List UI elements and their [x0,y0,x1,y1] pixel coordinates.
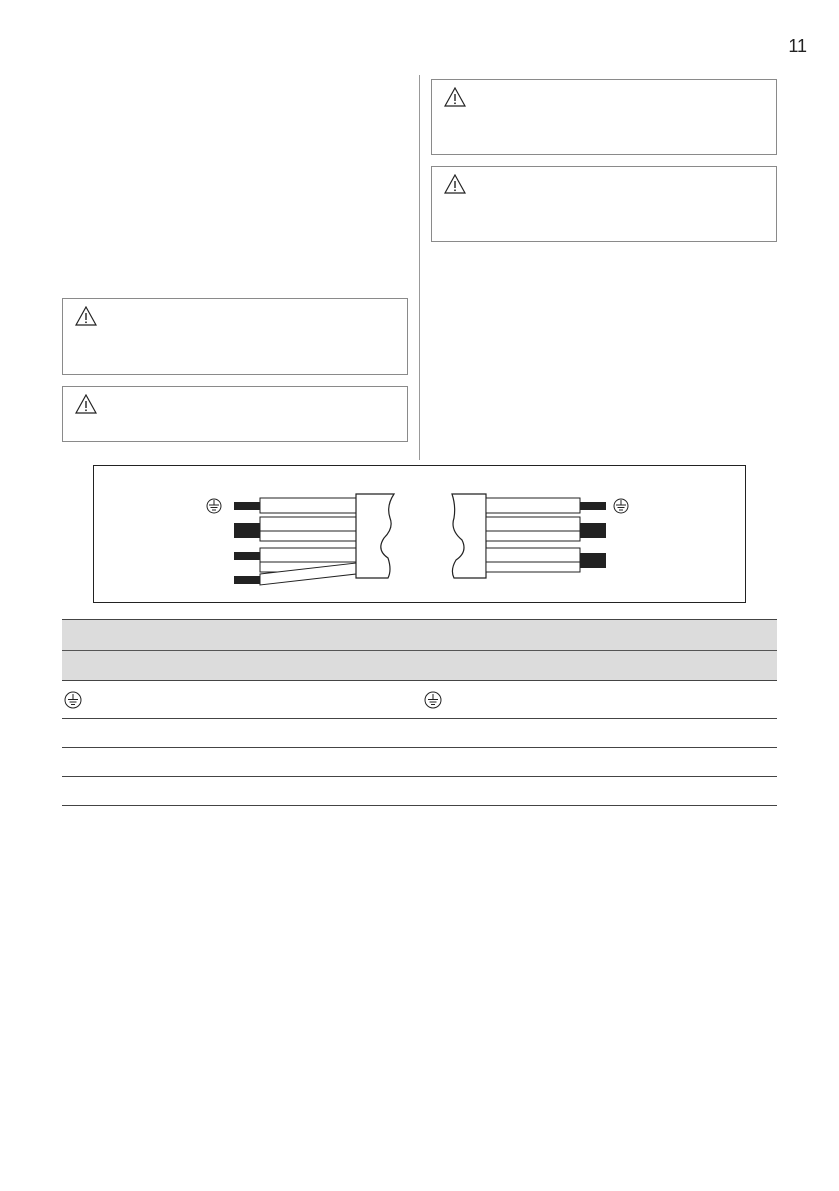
wire-insulation [260,548,356,562]
warning-triangle-icon [444,174,466,194]
wire-end [580,553,606,568]
wire-end [234,552,260,560]
table-header-cell [62,651,420,680]
warning-box-right-1 [431,79,777,155]
connection-table [62,619,777,806]
page-number: 11 [788,36,807,56]
table-cell [62,681,420,718]
cable-sheath [452,494,486,578]
ground-icon [424,691,442,709]
wire-insulation [486,548,580,562]
wire-insulation [486,517,580,531]
wire-end [234,523,260,538]
table-header-cell [420,651,778,680]
table-header-row [62,619,777,650]
wire-end [580,523,606,538]
left-wires [234,498,356,585]
warning-box-right-2 [431,166,777,242]
wire-insulation [486,498,580,513]
wiring-diagram [93,465,746,603]
warning-box-left-2 [62,386,408,442]
table-cell [420,719,778,747]
column-divider [419,75,420,460]
table-header-cell [420,620,778,650]
wire-insulation [486,531,580,541]
table-row [62,748,777,777]
ground-icon [64,691,82,709]
wiring-diagram-svg [94,466,747,604]
table-row [62,681,777,719]
warning-triangle-icon [75,394,97,414]
table-header-row [62,650,777,681]
wire-insulation [260,498,356,513]
wire-insulation [260,531,356,541]
wire-end [234,502,260,510]
table-cell [420,748,778,776]
wire-insulation [260,517,356,531]
warning-triangle-icon [444,87,466,107]
right-wires [486,498,606,572]
table-row [62,777,777,806]
wire-end [580,502,606,510]
table-cell [62,777,420,805]
warning-box-left-1 [62,298,408,375]
table-cell [420,681,778,718]
wire-insulation [486,562,580,572]
ground-icon [207,499,221,513]
warning-triangle-icon [75,306,97,326]
table-cell [62,719,420,747]
table-row [62,719,777,748]
ground-icon [614,499,628,513]
wire-end [234,576,260,584]
cable-sheath [356,494,394,578]
table-cell [62,748,420,776]
table-cell [420,777,778,805]
table-header-cell [62,620,420,650]
